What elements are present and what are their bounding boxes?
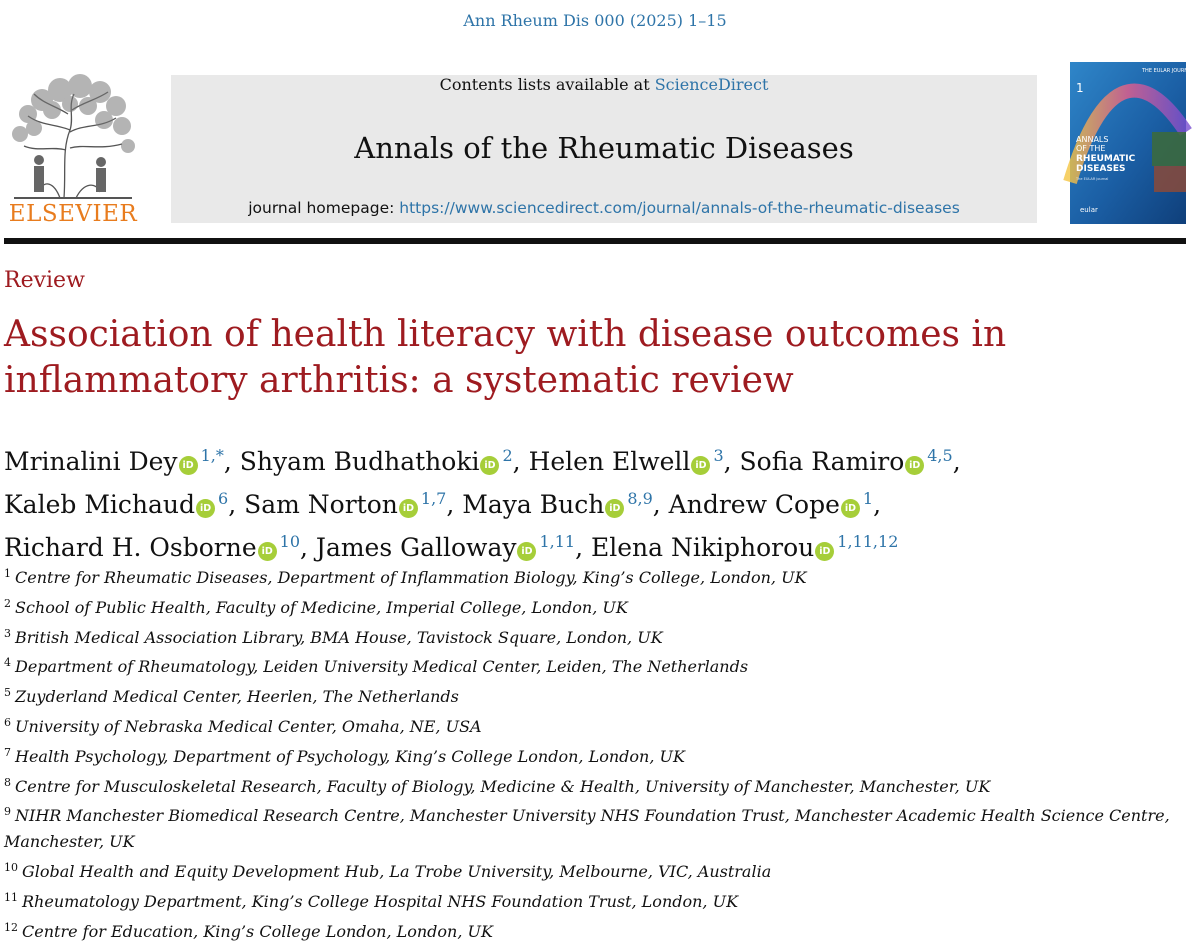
author-separator: , xyxy=(652,490,669,519)
sciencedirect-link[interactable]: ScienceDirect xyxy=(654,75,769,94)
journal-title: Annals of the Rheumatic Diseases xyxy=(354,131,854,165)
author-separator: , xyxy=(723,447,740,476)
orcid-icon[interactable]: iD xyxy=(605,499,624,518)
orcid-icon[interactable]: iD xyxy=(258,542,277,561)
affiliation-list xyxy=(4,561,1194,944)
affiliation-number: 10 xyxy=(4,860,18,874)
author-name[interactable]: Mrinalini Dey xyxy=(4,447,178,476)
author-separator: , xyxy=(446,490,463,519)
cover-issue: 1 xyxy=(1076,81,1084,95)
affiliation-text: Health Psychology, Department of Psychology, King’s College London, London, UK xyxy=(15,746,685,766)
affiliation-text: Centre for Rheumatic Diseases, Department of Inflammation Biology, King’s College, London, UK xyxy=(15,568,807,587)
affiliation-text: NIHR Manchester Biomedical Research Centre, Manchester University NHS Foundation Trust, Manchester Academic Health Science Centre, Manchester, UK xyxy=(4,806,1170,852)
affiliation-text: British Medical Association Library, BMA House, Tavistock Square, London, UK xyxy=(15,627,663,647)
journal-homepage-link[interactable]: https://www.sciencedirect.com/journal/annals-of-the-rheumatic-diseases xyxy=(399,199,960,217)
affiliation xyxy=(4,591,1194,621)
homepage-prefix: journal homepage: xyxy=(248,199,400,217)
author[interactable] xyxy=(669,490,881,519)
citation: Ann Rheum Dis 000 (2025) 1–15 xyxy=(463,11,727,30)
affiliation-number: 2 xyxy=(4,596,11,610)
author-separator: , xyxy=(512,447,529,476)
affiliation-reference[interactable]: 1 xyxy=(862,489,874,508)
affiliation-number: 4 xyxy=(4,656,11,670)
affiliation-text: Global Health and Equity Development Hub, La Trobe University, Melbourne, VIC, Australia xyxy=(22,861,772,881)
affiliation xyxy=(4,770,1194,800)
affiliation xyxy=(4,621,1194,651)
article-title: Association of health literacy with disease outcomes in inflammatory arthritis: a systematic review xyxy=(4,314,1007,401)
affiliation xyxy=(4,740,1194,770)
affiliation xyxy=(4,561,1194,591)
affiliation-text: University of Nebraska Medical Center, Omaha, NE, USA xyxy=(15,716,482,736)
homepage-line xyxy=(171,199,1037,217)
author-name[interactable]: Shyam Budhathoki xyxy=(239,447,480,476)
journal-header xyxy=(0,60,1200,228)
author-name[interactable]: Richard H. Osborne xyxy=(4,533,257,562)
cover-title-line2: OF THE xyxy=(1076,144,1106,153)
author[interactable] xyxy=(244,490,462,519)
orcid-icon[interactable]: iD xyxy=(905,456,924,475)
orcid-icon[interactable]: iD xyxy=(841,499,860,518)
contents-line xyxy=(171,75,1037,94)
affiliation-number: 8 xyxy=(4,775,11,789)
affiliation-reference[interactable]: 1,* xyxy=(200,446,224,465)
affiliation-reference[interactable]: 6 xyxy=(218,489,229,508)
header-divider xyxy=(4,238,1186,244)
affiliation-number: 5 xyxy=(4,686,11,700)
affiliation xyxy=(4,885,1194,915)
affiliation xyxy=(4,650,1194,680)
cover-title-line1: ANNALS xyxy=(1076,135,1109,144)
author-name[interactable]: Elena Nikiphorou xyxy=(591,533,815,562)
author[interactable] xyxy=(240,447,529,476)
elsevier-wordmark: ELSEVIER xyxy=(8,201,138,227)
author-name[interactable]: Andrew Cope xyxy=(668,490,840,519)
cover-tagline: The EULAR journal xyxy=(1076,177,1109,181)
affiliation-text: Zuyderland Medical Center, Heerlen, The Netherlands xyxy=(15,687,459,707)
affiliation-text: Rheumatology Department, King’s College Hospital NHS Foundation Trust, London, UK xyxy=(22,891,739,911)
affiliation-reference[interactable]: 2 xyxy=(502,446,513,465)
affiliation-text: Centre for Education, King’s College London, London, UK xyxy=(22,921,493,941)
author-separator: , xyxy=(873,490,882,519)
author[interactable] xyxy=(4,447,240,476)
affiliation-number: 7 xyxy=(4,745,11,759)
author-name[interactable]: Sam Norton xyxy=(244,490,398,519)
author-name[interactable]: Helen Elwell xyxy=(528,447,691,476)
affiliation xyxy=(4,680,1194,710)
affiliation-number: 11 xyxy=(4,890,18,904)
affiliation xyxy=(4,710,1194,740)
author-list xyxy=(4,437,1194,566)
orcid-icon[interactable]: iD xyxy=(179,456,198,475)
author[interactable] xyxy=(4,533,316,562)
affiliation-reference[interactable]: 10 xyxy=(279,532,301,551)
author[interactable] xyxy=(462,490,668,519)
author[interactable] xyxy=(316,533,591,562)
journal-cover-image[interactable] xyxy=(1070,62,1195,224)
affiliation-number: 9 xyxy=(4,805,11,819)
contents-prefix: Contents lists available at xyxy=(439,75,655,94)
author[interactable] xyxy=(591,533,898,562)
affiliation-text: School of Public Health, Faculty of Medicine, Imperial College, London, UK xyxy=(15,597,628,617)
affiliation-number: 1 xyxy=(4,567,11,580)
cover-brand: eular xyxy=(1080,206,1098,214)
cover-title-line3: RHEUMATIC xyxy=(1076,154,1136,164)
affiliation xyxy=(4,855,1194,885)
affiliation-reference[interactable]: 4,5 xyxy=(927,446,953,465)
affiliation-number: 3 xyxy=(4,626,11,640)
author-separator: , xyxy=(575,533,592,562)
orcid-icon[interactable]: iD xyxy=(517,542,536,561)
affiliation-reference[interactable]: 3 xyxy=(713,446,724,465)
author-name[interactable]: Kaleb Michaud xyxy=(4,490,196,519)
author[interactable] xyxy=(529,447,740,476)
cover-top-label: THE EULAR JOURNAL xyxy=(1142,68,1195,74)
affiliation xyxy=(4,915,1194,944)
journal-info-box xyxy=(171,75,1037,223)
affiliation-reference[interactable]: 8,9 xyxy=(627,489,653,508)
author[interactable] xyxy=(740,447,961,476)
author-name[interactable]: James Galloway xyxy=(315,533,517,562)
author-name[interactable]: Sofia Ramiro xyxy=(739,447,905,476)
affiliation-reference[interactable]: 1,11 xyxy=(539,532,576,551)
orcid-icon[interactable]: iD xyxy=(399,499,418,518)
author-name[interactable]: Maya Buch xyxy=(462,490,605,519)
affiliation-reference[interactable]: 1,7 xyxy=(420,489,447,508)
author-separator: , xyxy=(300,533,316,562)
orcid-icon[interactable]: iD xyxy=(196,499,215,518)
article-type: Review xyxy=(4,268,85,293)
affiliation-number: 12 xyxy=(4,920,18,934)
affiliation-text: Centre for Musculoskeletal Research, Faculty of Biology, Medicine & Health, University of Manchester, Manchester, UK xyxy=(15,776,991,796)
orcid-icon[interactable]: iD xyxy=(480,456,499,475)
cover-title-line4: DISEASES xyxy=(1076,164,1126,174)
orcid-icon[interactable]: iD xyxy=(815,542,834,561)
author-separator: , xyxy=(223,447,240,476)
author[interactable] xyxy=(4,490,244,519)
author-separator: , xyxy=(228,490,245,519)
affiliation-text: Department of Rheumatology, Leiden University Medical Center, Leiden, The Netherlands xyxy=(15,657,749,677)
orcid-icon[interactable]: iD xyxy=(691,456,710,475)
author-separator: , xyxy=(952,447,961,476)
affiliation xyxy=(4,799,1194,855)
affiliation-number: 6 xyxy=(4,715,11,729)
affiliation-reference[interactable]: 1,11,12 xyxy=(837,532,899,551)
